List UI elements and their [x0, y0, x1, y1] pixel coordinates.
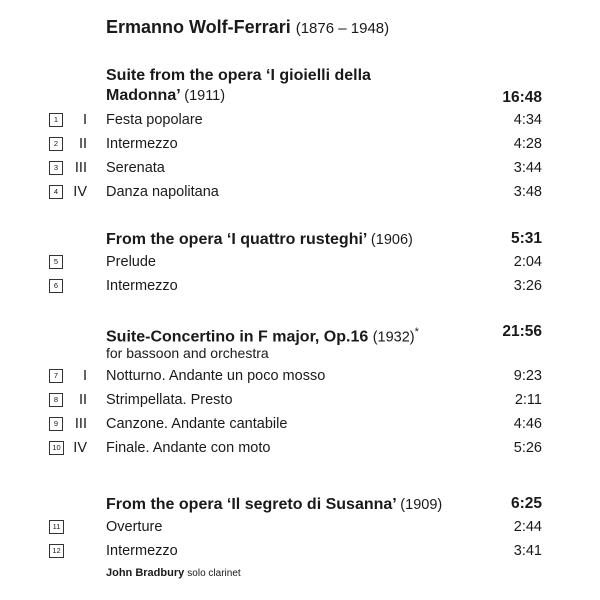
track-duration: 5:26: [513, 440, 542, 456]
track-title: Notturno. Andante un poco mosso: [106, 368, 326, 384]
work-title-line: From the opera ‘Il segreto di Susanna’: [106, 496, 396, 513]
work-title: [106, 322, 419, 347]
track-number-box: 8: [49, 393, 63, 407]
track-number-box: 7: [49, 369, 63, 383]
work-title-line: Suite from the opera ‘I gioielli della: [106, 67, 371, 84]
track-duration: 4:34: [513, 112, 542, 128]
track-number-box: 6: [49, 279, 63, 293]
work-subtitle: for bassoon and orchestra: [106, 345, 269, 361]
track-title: Festa popolare: [106, 112, 203, 128]
work-title: [106, 495, 442, 515]
track-title: Danza napolitana: [106, 184, 219, 200]
work-total-duration: 16:48: [502, 89, 542, 106]
work-year: (1909): [400, 497, 443, 513]
performer-role: solo clarinet: [187, 568, 241, 579]
track-number-box: 3: [49, 161, 63, 175]
work-total-duration: 5:31: [510, 230, 542, 247]
work-title-line: Suite-Concertino in F major, Op.16: [106, 328, 369, 346]
track-title: Prelude: [106, 254, 156, 270]
track-duration: 3:44: [513, 160, 542, 176]
work-title: [106, 66, 371, 106]
composer-name: Ermanno Wolf-Ferrari: [106, 17, 291, 37]
track-number-box: 5: [49, 255, 63, 269]
work-total-duration: 6:25: [510, 495, 542, 512]
track-duration: 9:23: [513, 368, 542, 384]
work-title-line: Madonna’: [106, 87, 180, 104]
track-number-box: 4: [49, 185, 63, 199]
composer-dates: (1876 – 1948): [295, 20, 390, 37]
track-title: Intermezzo: [106, 278, 178, 294]
track-duration: 2:11: [514, 392, 542, 408]
work-year: (1906): [370, 232, 413, 248]
performer-credit: [106, 567, 241, 579]
movement-numeral: IV: [73, 184, 87, 200]
work-title: [106, 230, 413, 250]
track-title: Intermezzo: [106, 136, 178, 152]
movement-numeral: I: [82, 112, 87, 128]
movement-numeral: IV: [73, 440, 87, 456]
track-duration: 2:04: [513, 254, 542, 270]
work-title-line: From the opera ‘I quattro rusteghi’: [106, 231, 367, 248]
work-total-duration: 21:56: [502, 323, 542, 340]
track-title: Serenata: [106, 160, 165, 176]
track-number-box: 2: [49, 137, 63, 151]
track-number-box: 12: [49, 544, 64, 558]
movement-numeral: I: [82, 368, 87, 384]
track-duration: 4:28: [513, 136, 542, 152]
track-duration: 3:48: [513, 184, 542, 200]
track-title: Overture: [106, 519, 163, 535]
track-number-box: 9: [49, 417, 63, 431]
track-duration: 3:26: [513, 278, 542, 294]
performer-name: John Bradbury: [106, 567, 185, 579]
track-number-box: 11: [49, 520, 64, 534]
footnote-asterisk: *: [414, 326, 419, 338]
track-number-box: 1: [49, 113, 63, 127]
track-title: Strimpellata. Presto: [106, 392, 233, 408]
movement-numeral: III: [74, 160, 87, 176]
work-year: (1932): [372, 329, 415, 346]
track-duration: 2:44: [513, 519, 542, 535]
track-title: Intermezzo: [106, 543, 178, 559]
movement-numeral: II: [78, 392, 87, 408]
track-title: Canzone. Andante cantabile: [106, 416, 288, 432]
track-duration: 3:41: [513, 543, 542, 559]
composer-heading: [106, 17, 389, 38]
movement-numeral: II: [78, 136, 87, 152]
track-duration: 4:46: [513, 416, 542, 432]
track-title: Finale. Andante con moto: [106, 440, 271, 456]
movement-numeral: III: [74, 416, 87, 432]
work-year: (1911): [184, 88, 226, 104]
track-number-box: 10: [49, 441, 64, 455]
